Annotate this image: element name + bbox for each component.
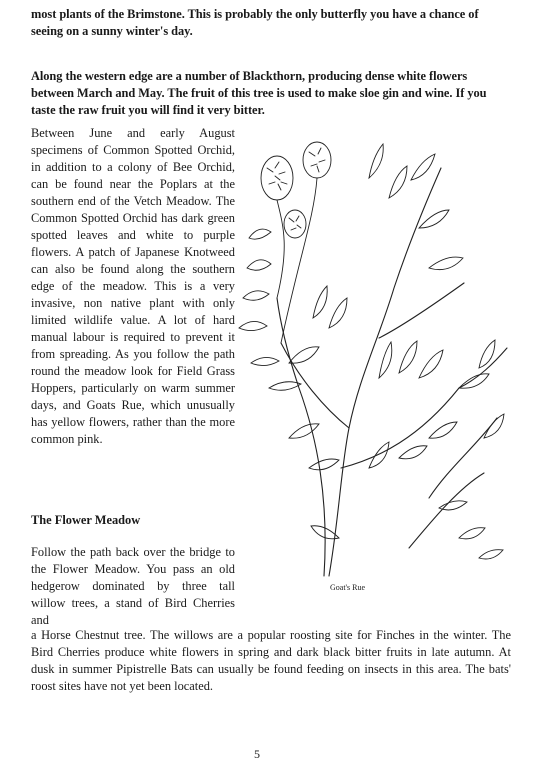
flower-cluster (261, 142, 331, 343)
figure-caption: Goat's Rue (330, 583, 365, 592)
section-heading: The Flower Meadow (31, 513, 141, 527)
goats-rue-illustration (229, 138, 521, 578)
flower-meadow-paragraph: Follow the path back over the bridge to the Flower Meadow. You pass an old hedgerow dominated by three tall willow trees, a stand of Bird Cherries and (31, 545, 235, 627)
intro-paragraph-1: most plants of the Brimstone. This is probably the only butterfly you have a chance of seeing on a sunny winter's day. (31, 7, 479, 38)
orchid-paragraph: Between June and early August specimens of Common Spotted Orchid, in addition to a colony of Bee Orchid, can be found near the Poplars at the southern end of the Vetch Meadow. The Common Spotted Orchid has dark green spotted leaves and white to purple flowers. A patch of Japanese Knotweed can also be found along the southern edge of the meadow. This is a very invasive, non native plant with only limited wildlife value. A lot of hard manual labour is required to prevent it from spreading. As you follow the path round the meadow look for Field Grass Hoppers, particularly on warm summer days, and Goats Rue, which unusually has yellow flowers, rather than the more common pink. (31, 126, 235, 446)
continuation-paragraph: a Horse Chestnut tree. The willows are a popular roosting site for Finches in the winter. The Bird Cherries produce white flowers in spring and dark black bitter fruits in late autumn. At dusk in summer Pipistrelle Bats can usually be found feeding on insects in this area. The bats' roost sites have not yet been located. (31, 628, 511, 693)
page-number: 5 (254, 747, 260, 761)
intro-paragraph-2: Along the western edge are a number of Blackthorn, producing dense white flowers between March and May. The fruit of this tree is used to make sloe gin and wine. If you taste the raw fruit you will find it very bitter. (31, 69, 487, 117)
